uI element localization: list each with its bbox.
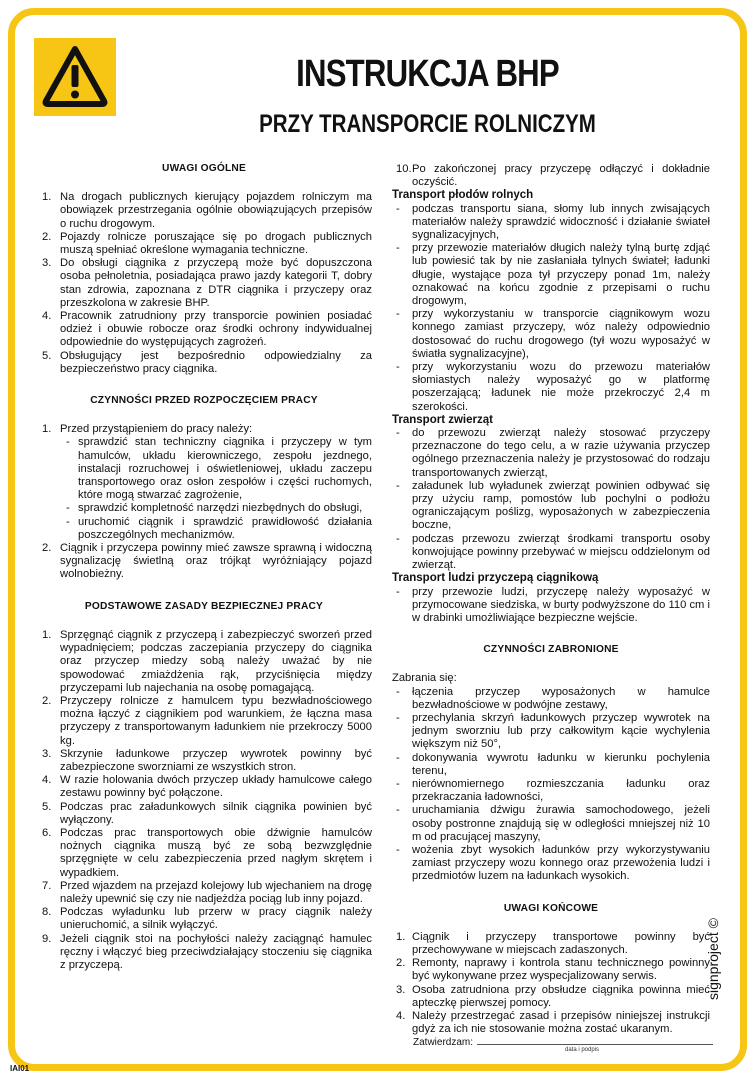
list-item: - uruchamiania dźwigu żurawia samochodowego, jeżeli osoby postronne znajdują się w odległości mniejszej niż 10 m od pracującej maszyny, bbox=[396, 804, 710, 843]
animals-list bbox=[392, 427, 710, 572]
sub-list-item: - sprawdzić kompletność narzędzi niezbędnych do obsługi, bbox=[66, 502, 363, 515]
list-item: 2. Remonty, naprawy i kontrola stanu technicznego powinny być wykonywane przez wyspecjalizowany serwis. bbox=[396, 957, 710, 983]
list-item: 3. Skrzynie ładunkowe przyczep wywrotek powinny być zabezpieczone sworzniami ze wszystkich stron. bbox=[42, 747, 372, 773]
list-item: - przy przewozie ludzi, przyczepę należy wyposażyć w przymocowane siedziska, w burty podwyższone do 110 cm i w drabinki umożliwiające bezpieczne wejście. bbox=[396, 585, 710, 624]
list-item: - podczas przewozu zwierząt środkami transportu osoby konwojujące powinny przebywać w miejscu oddzielonym od zwierząt. bbox=[396, 532, 710, 572]
signature-line bbox=[477, 1044, 713, 1045]
list-item: 4. W razie holowania dwóch przyczep układy hamulcowe całego zestawu powinny być połączone. bbox=[42, 774, 372, 800]
subheading-crops: Transport płodów rolnych bbox=[392, 189, 534, 202]
list-item: 1. Na drogach publicznych kierujący pojazdem rolniczym ma obowiązek przestrzegania ogólnie obowiązujących przepisów o ruchu drogowym. bbox=[42, 191, 372, 230]
brand-label: signproject © bbox=[705, 918, 721, 1000]
section-heading-final: UWAGI KOŃCOWE bbox=[503, 902, 599, 914]
subheading-people: Transport ludzi przyczepą ciągnikową bbox=[392, 572, 599, 585]
list-item: 10. Po zakończonej pracy przyczepę odłączyć i dokładnie oczyścić. bbox=[396, 163, 710, 189]
list-item: 1. Ciągnik i przyczepy transportowe powinny być przechowywane w miejscach zadaszonych. bbox=[396, 930, 710, 956]
list-item: - podczas transportu siana, słomy lub innych zwisających materiałów należy sprawdzić widoczność i działanie świateł sygnalizacyjnych, bbox=[396, 202, 710, 242]
list-item: 4. Należy przestrzegać zasad i przepisów niniejszej instrukcji gdyż za ich nie stosowanie można zostać ukaranym. bbox=[396, 1009, 710, 1036]
list-item: - przy wykorzystaniu w transporcie ciągnikowym wozu konnego zamiast przyczepy, wóz należy odpowiednio dostosować do ruchu drogowego (tył wozu wyposażyć w światła sygnalizacyjne), bbox=[396, 308, 710, 360]
list-item: 2. Ciągnik i przyczepa powinny mieć zawsze sprawną i widoczną sygnalizację świetlną oraz trójkąt wyróżniający pojazd wolnobieżny. bbox=[42, 542, 372, 581]
list-item: 7. Przed wjazdem na przejazd kolejowy lub wjechaniem na drogę należy upewnić się czy nie nadjeżdża pociąg lub inny pojazd. bbox=[42, 879, 372, 905]
before-list bbox=[36, 423, 372, 581]
list-item: 5. Podczas prac załadunkowych silnik ciągnika powinien być wyłączony. bbox=[42, 800, 372, 826]
list-item: - przechylania skrzyń ładunkowych przyczep wywrotek na jednym sworzniu lub przy całkowitym kącie wychylenia większym niż 50°, bbox=[396, 711, 710, 751]
list-item: 9. Jeżeli ciągnik stoi na pochyłości należy zaciągnąć hamulec ręczny i włączyć bieg przeciwdziałający stoczeniu się ciągnika z przyczepą. bbox=[42, 932, 372, 971]
page-subtitle: PRZY TRANSPORCIE ROLNICZYM bbox=[259, 110, 596, 138]
people-list bbox=[392, 586, 710, 626]
section-heading-forbidden: CZYNNOŚCI ZABRONIONE bbox=[483, 644, 619, 656]
signature-caption: data i podpis bbox=[565, 1047, 600, 1053]
section-heading-before: CZYNNOŚCI PRZED ROZPOCZĘCIEM PRACY bbox=[90, 395, 318, 407]
right-column bbox=[392, 163, 710, 1036]
rules-list-continued bbox=[392, 163, 710, 189]
list-item: 1. Sprzęgnąć ciągnik z przyczepą i zabezpieczyć sworzeń przed wypadnięciem; podczas zaczepiania przyczepy do ciągnika oraz przyczep miedzy sobą należy uważać by nie spowodować zmiażdżenia rąk, przyciśnięcia między przyczepami lub najechania na osobę pomagającą. bbox=[42, 628, 372, 694]
forbidden-intro: Zabrania się: bbox=[392, 672, 457, 685]
list-item: - przy przewozie materiałów długich należy tylną burtę zdjąć lub powiesić tak by nie zasłaniała tylnych świateł; ładunki długie, wystające poza tył przyczepy ponad 1m, należy oznakować na końcu zgodnie z przepisami o ruchu drogowym, bbox=[396, 242, 710, 308]
crops-list bbox=[392, 203, 710, 414]
list-item: 2. Pojazdy rolnicze poruszające się po drogach publicznych muszą spełniać określone wymagania techniczne. bbox=[42, 230, 372, 257]
left-column bbox=[36, 162, 372, 972]
warning-triangle-icon bbox=[42, 45, 108, 107]
list-item: 3. Osoba zatrudniona przy obsłudze ciągnika powinna mieć apteczkę pierwszej pomocy. bbox=[396, 983, 710, 1009]
sub-list-item: - uruchomić ciągnik i sprawdzić prawidłowość działania poszczególnych mechanizmów. bbox=[66, 515, 372, 541]
list-item: 5. Obsługujący jest bezpośrednio odpowiedzialny za bezpieczeństwo pracy ciągnika. bbox=[42, 349, 372, 375]
list-item: 2. Przyczepy rolnicze z hamulcem typu bezwładnościowego można łączyć z ciągnikiem pod warunkiem, że łączna masa przyczepy z transportowanym ładunkiem nie przekroczy 5000 kg. bbox=[42, 694, 372, 747]
section-heading-rules: PODSTAWOWE ZASADY BEZPIECZNEJ PRACY bbox=[84, 600, 324, 612]
list-item: 4. Pracownik zatrudniony przy transporcie powinien posiadać odzież i obuwie robocze oraz środki ochrony indywidualnej odpowiednie do występujących zagrożeń. bbox=[42, 310, 372, 349]
list-item: 8. Podczas wyładunku lub przerw w pracy ciągnik należy unieruchomić, a silnik wyłączyć. bbox=[42, 906, 372, 932]
subheading-animals: Transport zwierząt bbox=[392, 413, 493, 426]
list-item: - dokonywania wywrotu ładunku w kierunku pochylenia terenu, bbox=[396, 751, 710, 777]
page-title: INSTRUKCJA BHP bbox=[296, 53, 559, 95]
section-heading-general: UWAGI OGÓLNE bbox=[162, 163, 246, 174]
approve-label: Zatwierdzam: bbox=[413, 1037, 474, 1048]
sign-code: IAI01 bbox=[10, 1064, 30, 1073]
list-item: 6. Podczas prac transportowych obie dźwignie hamulców nożnych ciągnika muszą być ze sobą bezwzględnie sprzęgnięte w celu zabezpieczenia przed nagłym skrętem i wypadkiem. bbox=[42, 826, 372, 879]
list-item: - łączenia przyczep wyposażonych w hamulce bezwładnościowe w podwójne zestawy, bbox=[396, 685, 710, 711]
list-item: 3. Do obsługi ciągnika z przyczepą może być dopuszczona osoba pełnoletnia, posiadająca prawo jazdy kategorii T, dobry stan zdrowia, zapoznana z DTR ciągnika i przyczepy oraz przeszkolona w zakresie BHP. bbox=[42, 257, 372, 309]
list-item: - do przewozu zwierząt należy stosować przyczepy przeznaczone do tego celu, a w razie używania przyczep ogólnego przeznaczenia należy je przystosować do rodzaju transportowanych zwierząt, bbox=[396, 427, 710, 479]
general-list bbox=[36, 191, 372, 376]
forbidden-list bbox=[392, 686, 710, 884]
sub-list-item: - sprawdzić stan techniczny ciągnika i przyczepy w tym hamulców, układu kierowniczego, zespołu jezdnego, instalacji rozruchowej i oświetleniowej, układu zaczepu transportowego oraz osłon zespołów i części ruchomych, które mogą stwarzać zagrożenie, bbox=[66, 436, 372, 502]
list-item: 1. Przed przystąpieniem do pracy należy: bbox=[42, 423, 253, 436]
list-item: - wożenia zbyt wysokich ładunków przy wykorzystywaniu zamiast przyczepy wozu konnego oraz przewożenia ludzi i przedmiotów luzem na ładunkach wysokich. bbox=[396, 843, 710, 883]
list-item: - przy wykorzystaniu wozu do przewozu materiałów słomiastych należy wyposażyć go w platformę poszerzającą; ładunek nie może przekroczyć 2,4 m szerokości. bbox=[396, 361, 710, 413]
rules-list bbox=[36, 629, 372, 972]
final-list bbox=[392, 931, 710, 1037]
list-item: - nierównomiernego rozmieszczania ładunku oraz przekraczania ładowności, bbox=[396, 777, 710, 804]
warning-sign bbox=[34, 38, 116, 116]
list-item: - załadunek lub wyładunek zwierząt powinien odbywać się przy użyciu ramp, pomostów lub pochylni o podłożu ograniczającym poślizg, wyposażonych w zabezpieczenia boczne, bbox=[396, 479, 710, 532]
